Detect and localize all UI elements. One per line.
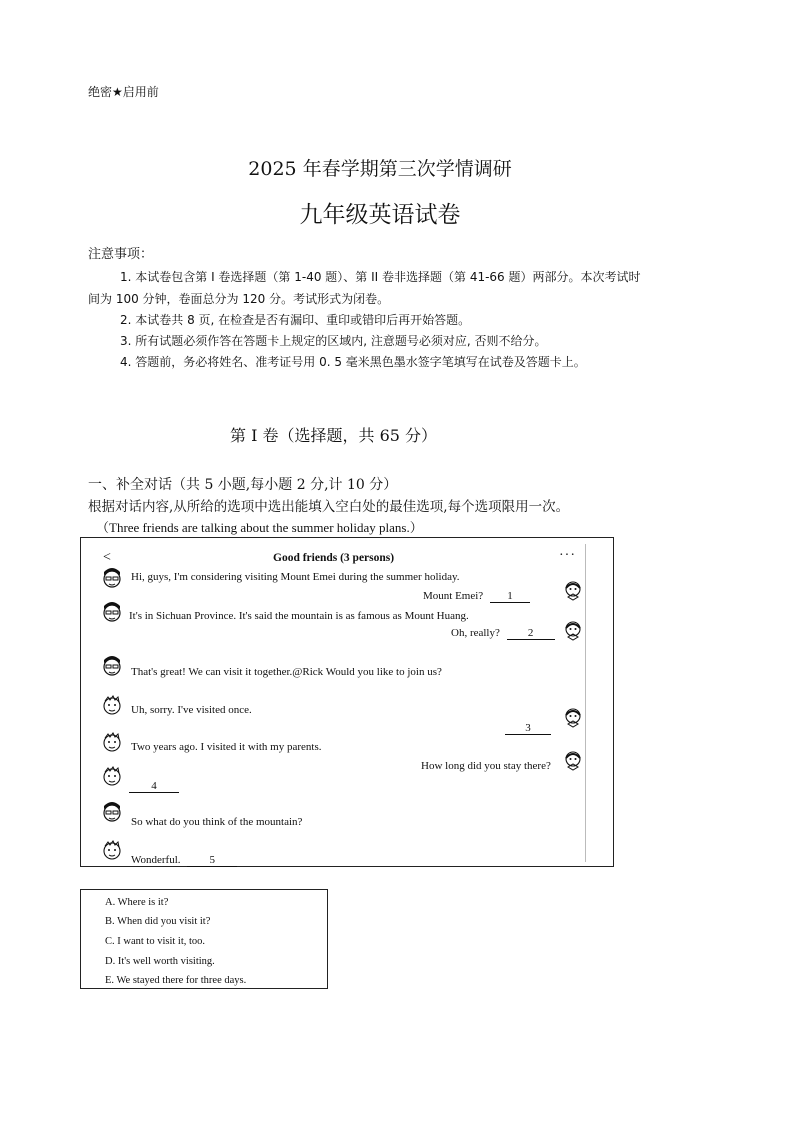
girl-avatar-icon [562, 705, 584, 729]
chat-message-text: Mount Emei? [423, 590, 484, 602]
option-item: E. We stayed there for three days. [105, 975, 247, 986]
chat-message [451, 627, 555, 640]
confidential-label: 绝密★启用前 [88, 85, 159, 99]
boy-glasses-avatar-icon [101, 600, 123, 624]
note-item: 间为 100 分钟，卷面总分为 120 分。考试形式为闭卷。 [88, 292, 390, 306]
section-title: 一、补全对话（共 5 小题,每小题 2 分,计 10 分） [88, 477, 398, 493]
girl-avatar-icon [562, 748, 584, 772]
option-item: B. When did you visit it? [105, 916, 211, 927]
chat-message: It's in Sichuan Province. It's said the mountain is as famous as Mount Huang. [129, 610, 469, 622]
notes-heading: 注意事项： [88, 247, 154, 262]
chat-message [131, 854, 237, 867]
part-one-title: 第 I 卷（选择题，共 65 分） [230, 426, 438, 445]
chat-message-text: Oh, really? [451, 627, 500, 639]
exam-subtitle: 九年级英语试卷 [299, 202, 461, 228]
chat-message: How long did you stay there? [421, 760, 551, 772]
option-item: A. Where is it? [105, 897, 169, 908]
note-item: 1. 本试卷包含第 I 卷选择题（第 1-40 题）、第 II 卷非选择题（第 41-66 题）两部分。本次考试时 [120, 270, 641, 284]
chat-message [505, 722, 551, 735]
chat-message: So what do you think of the mountain? [131, 816, 303, 828]
exam-title: 2025 年春学期第三次学情调研 [248, 158, 512, 180]
options-box [80, 889, 328, 989]
girl-avatar-icon [562, 578, 584, 602]
chat-message-text: Wonderful. [131, 854, 181, 866]
note-item: 3. 所有试题必须作答在答题卡上规定的区域内, 注意题号必须对应, 否则不给分。 [120, 334, 547, 348]
boy-glasses-avatar-icon [101, 800, 123, 824]
girl-avatar-icon [562, 618, 584, 642]
boy-avatar-icon [101, 693, 123, 717]
boy-avatar-icon [101, 764, 123, 788]
back-icon: < [103, 550, 111, 565]
boy-avatar-icon [101, 730, 123, 754]
boy-glasses-avatar-icon [101, 566, 123, 590]
note-item: 4. 答题前，务必将姓名、准考证号用 0. 5 毫米黑色墨水签字笔填写在试卷及答题卡上。 [120, 355, 586, 369]
chat-title: Good friends (3 persons) [273, 552, 395, 564]
boy-glasses-avatar-icon [101, 654, 123, 678]
note-item: 2. 本试卷共 8 页, 在检查是否有漏印、重印或错印后再开始答题。 [120, 313, 471, 327]
section-instruction: 根据对话内容,从所给的选项中选出能填入空白处的最佳选项,每个选项限用一次。 [88, 499, 570, 515]
chat-message [423, 590, 530, 603]
blank-1: 1 [490, 590, 530, 603]
chat-message: Two years ago. I visited it with my parents. [131, 741, 322, 753]
more-icon: ··· [559, 548, 576, 563]
chat-message [129, 780, 179, 793]
chat-message: Uh, sorry. I've visited once. [131, 704, 252, 716]
boy-avatar-icon [101, 838, 123, 862]
chat-divider [585, 544, 586, 862]
chat-screenshot [80, 537, 614, 867]
blank-4: 4 [129, 780, 179, 793]
dialogue-situation: （Three friends are talking about the summer holiday plans.） [96, 520, 423, 535]
blank-2: 2 [507, 627, 555, 640]
blank-5: 5 [187, 854, 237, 867]
chat-message: That's great! We can visit it together.@Rick Would you like to join us? [131, 666, 442, 678]
blank-3: 3 [505, 722, 551, 735]
chat-message: Hi, guys, I'm considering visiting Mount Emei during the summer holiday. [131, 571, 460, 583]
option-item: C. I want to visit it, too. [105, 936, 206, 947]
option-item: D. It's well worth visiting. [105, 956, 215, 967]
